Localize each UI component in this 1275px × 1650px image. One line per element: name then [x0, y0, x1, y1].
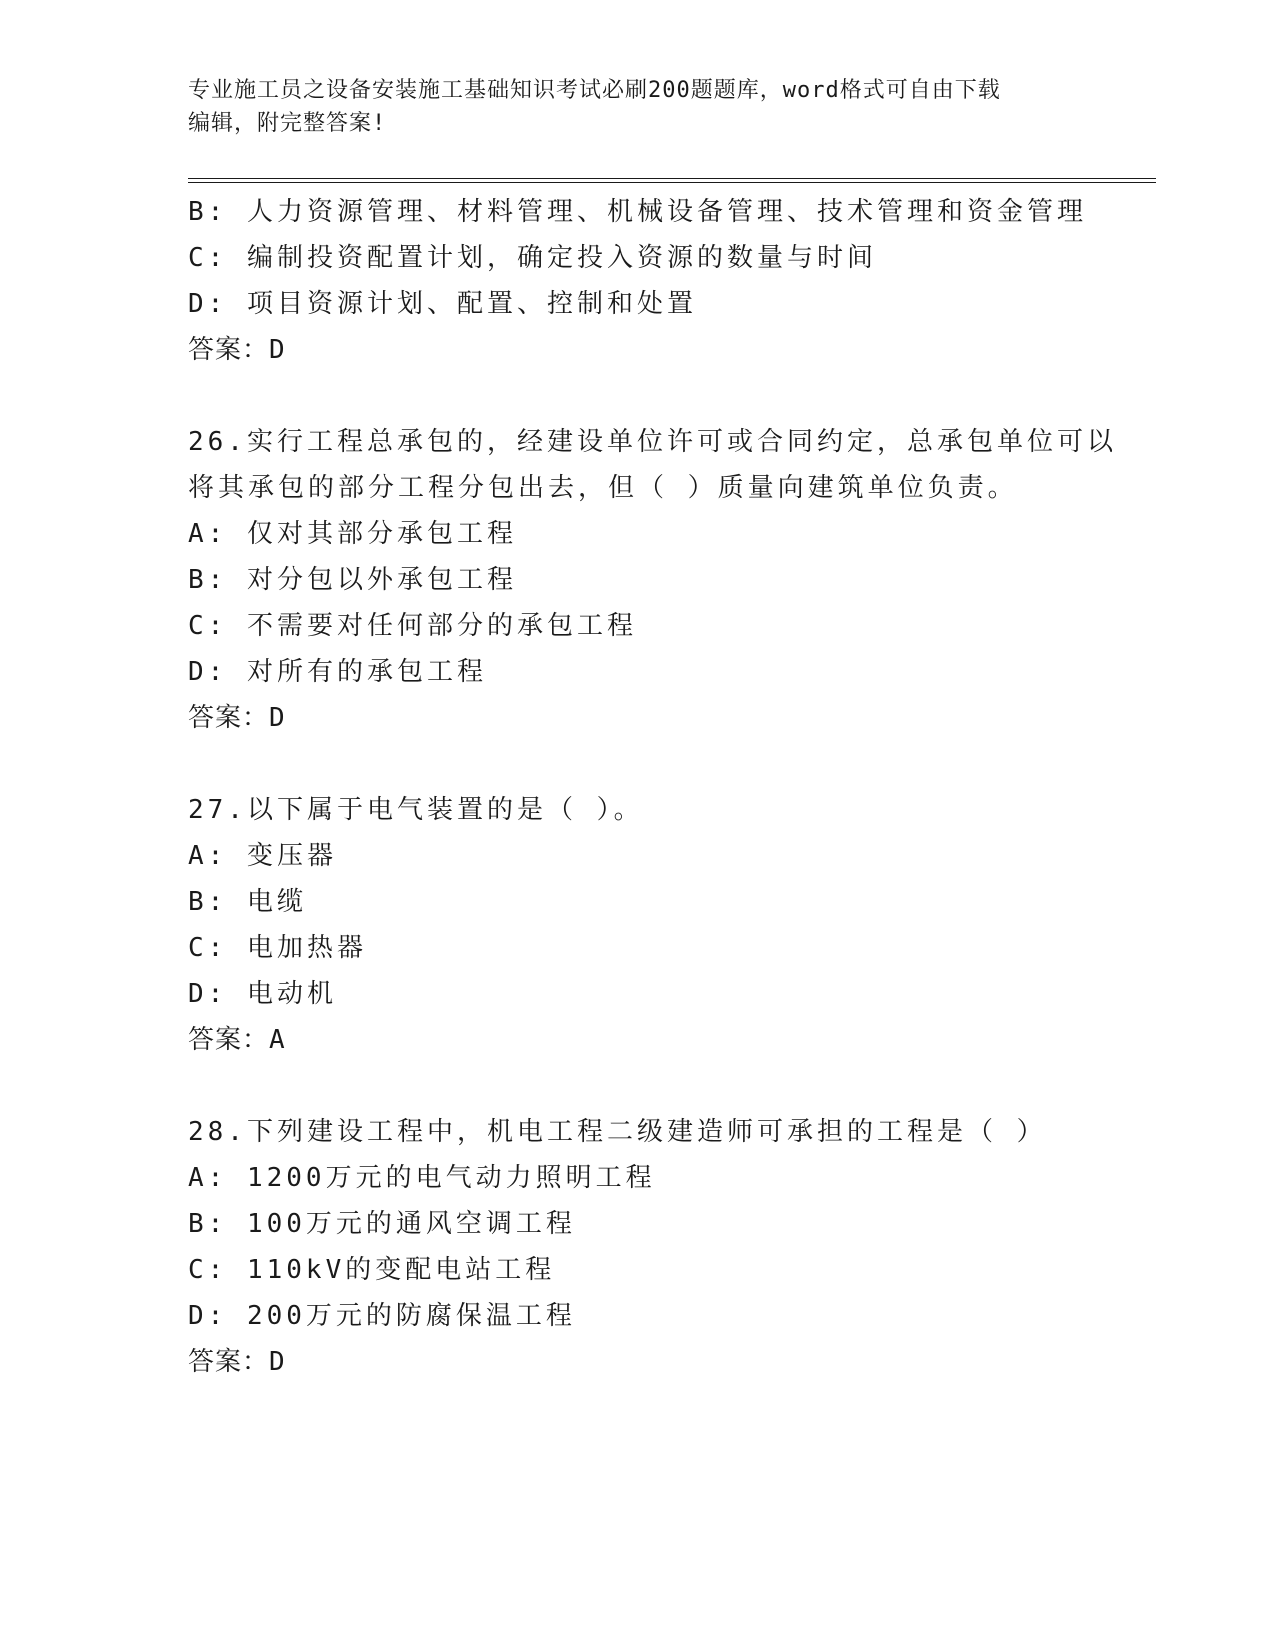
question-27 [188, 787, 1088, 1063]
option-b: B: 人力资源管理、材料管理、机械设备管理、技术管理和资金管理 [188, 197, 1087, 227]
question-26 [188, 419, 1117, 741]
answer-line: 答案：D [188, 703, 286, 733]
question-28 [188, 1109, 1088, 1385]
header-title-line-2: 编辑，附完整答案! [188, 111, 387, 136]
question-stem: 将其承包的部分工程分包出去，但（ ）质量向建筑单位负责。 [188, 473, 1018, 503]
option-b: B: 电缆 [188, 887, 307, 917]
question-stem: 27.以下属于电气装置的是（ ）。 [188, 795, 644, 825]
option-c: C: 编制投资配置计划，确定投入资源的数量与时间 [188, 243, 877, 273]
spacer [188, 1063, 1088, 1109]
option-d: D: 项目资源计划、配置、控制和处置 [188, 289, 697, 319]
spacer [188, 741, 1088, 787]
option-d: D: 电动机 [188, 979, 337, 1009]
question-list [188, 189, 1117, 1385]
header-title-line-1: 专业施工员之设备安装施工基础知识考试必刷200题题库，word格式可自由下载 [188, 78, 1001, 103]
option-b: B: 对分包以外承包工程 [188, 565, 517, 595]
question-stem: 28.下列建设工程中，机电工程二级建造师可承担的工程是（ ） [188, 1117, 1047, 1147]
header-divider [188, 178, 1156, 183]
spacer [188, 373, 1088, 419]
question-continued [188, 189, 1088, 373]
question-stem: 26.实行工程总承包的，经建设单位许可或合同约定，总承包单位可以 [188, 427, 1117, 457]
option-b: B: 100万元的通风空调工程 [188, 1209, 576, 1239]
answer-line: 答案：D [188, 335, 286, 365]
option-a: A: 仅对其部分承包工程 [188, 519, 517, 549]
option-c: C: 110kV的变配电站工程 [188, 1255, 556, 1285]
option-d: D: 对所有的承包工程 [188, 657, 487, 687]
option-d: D: 200万元的防腐保温工程 [188, 1301, 576, 1331]
option-c: C: 不需要对任何部分的承包工程 [188, 611, 637, 641]
option-a: A: 1200万元的电气动力照明工程 [188, 1163, 656, 1193]
option-a: A: 变压器 [188, 841, 337, 871]
page-header [188, 74, 1068, 140]
answer-line: 答案：A [188, 1025, 286, 1055]
answer-line: 答案：D [188, 1347, 286, 1377]
option-c: C: 电加热器 [188, 933, 367, 963]
